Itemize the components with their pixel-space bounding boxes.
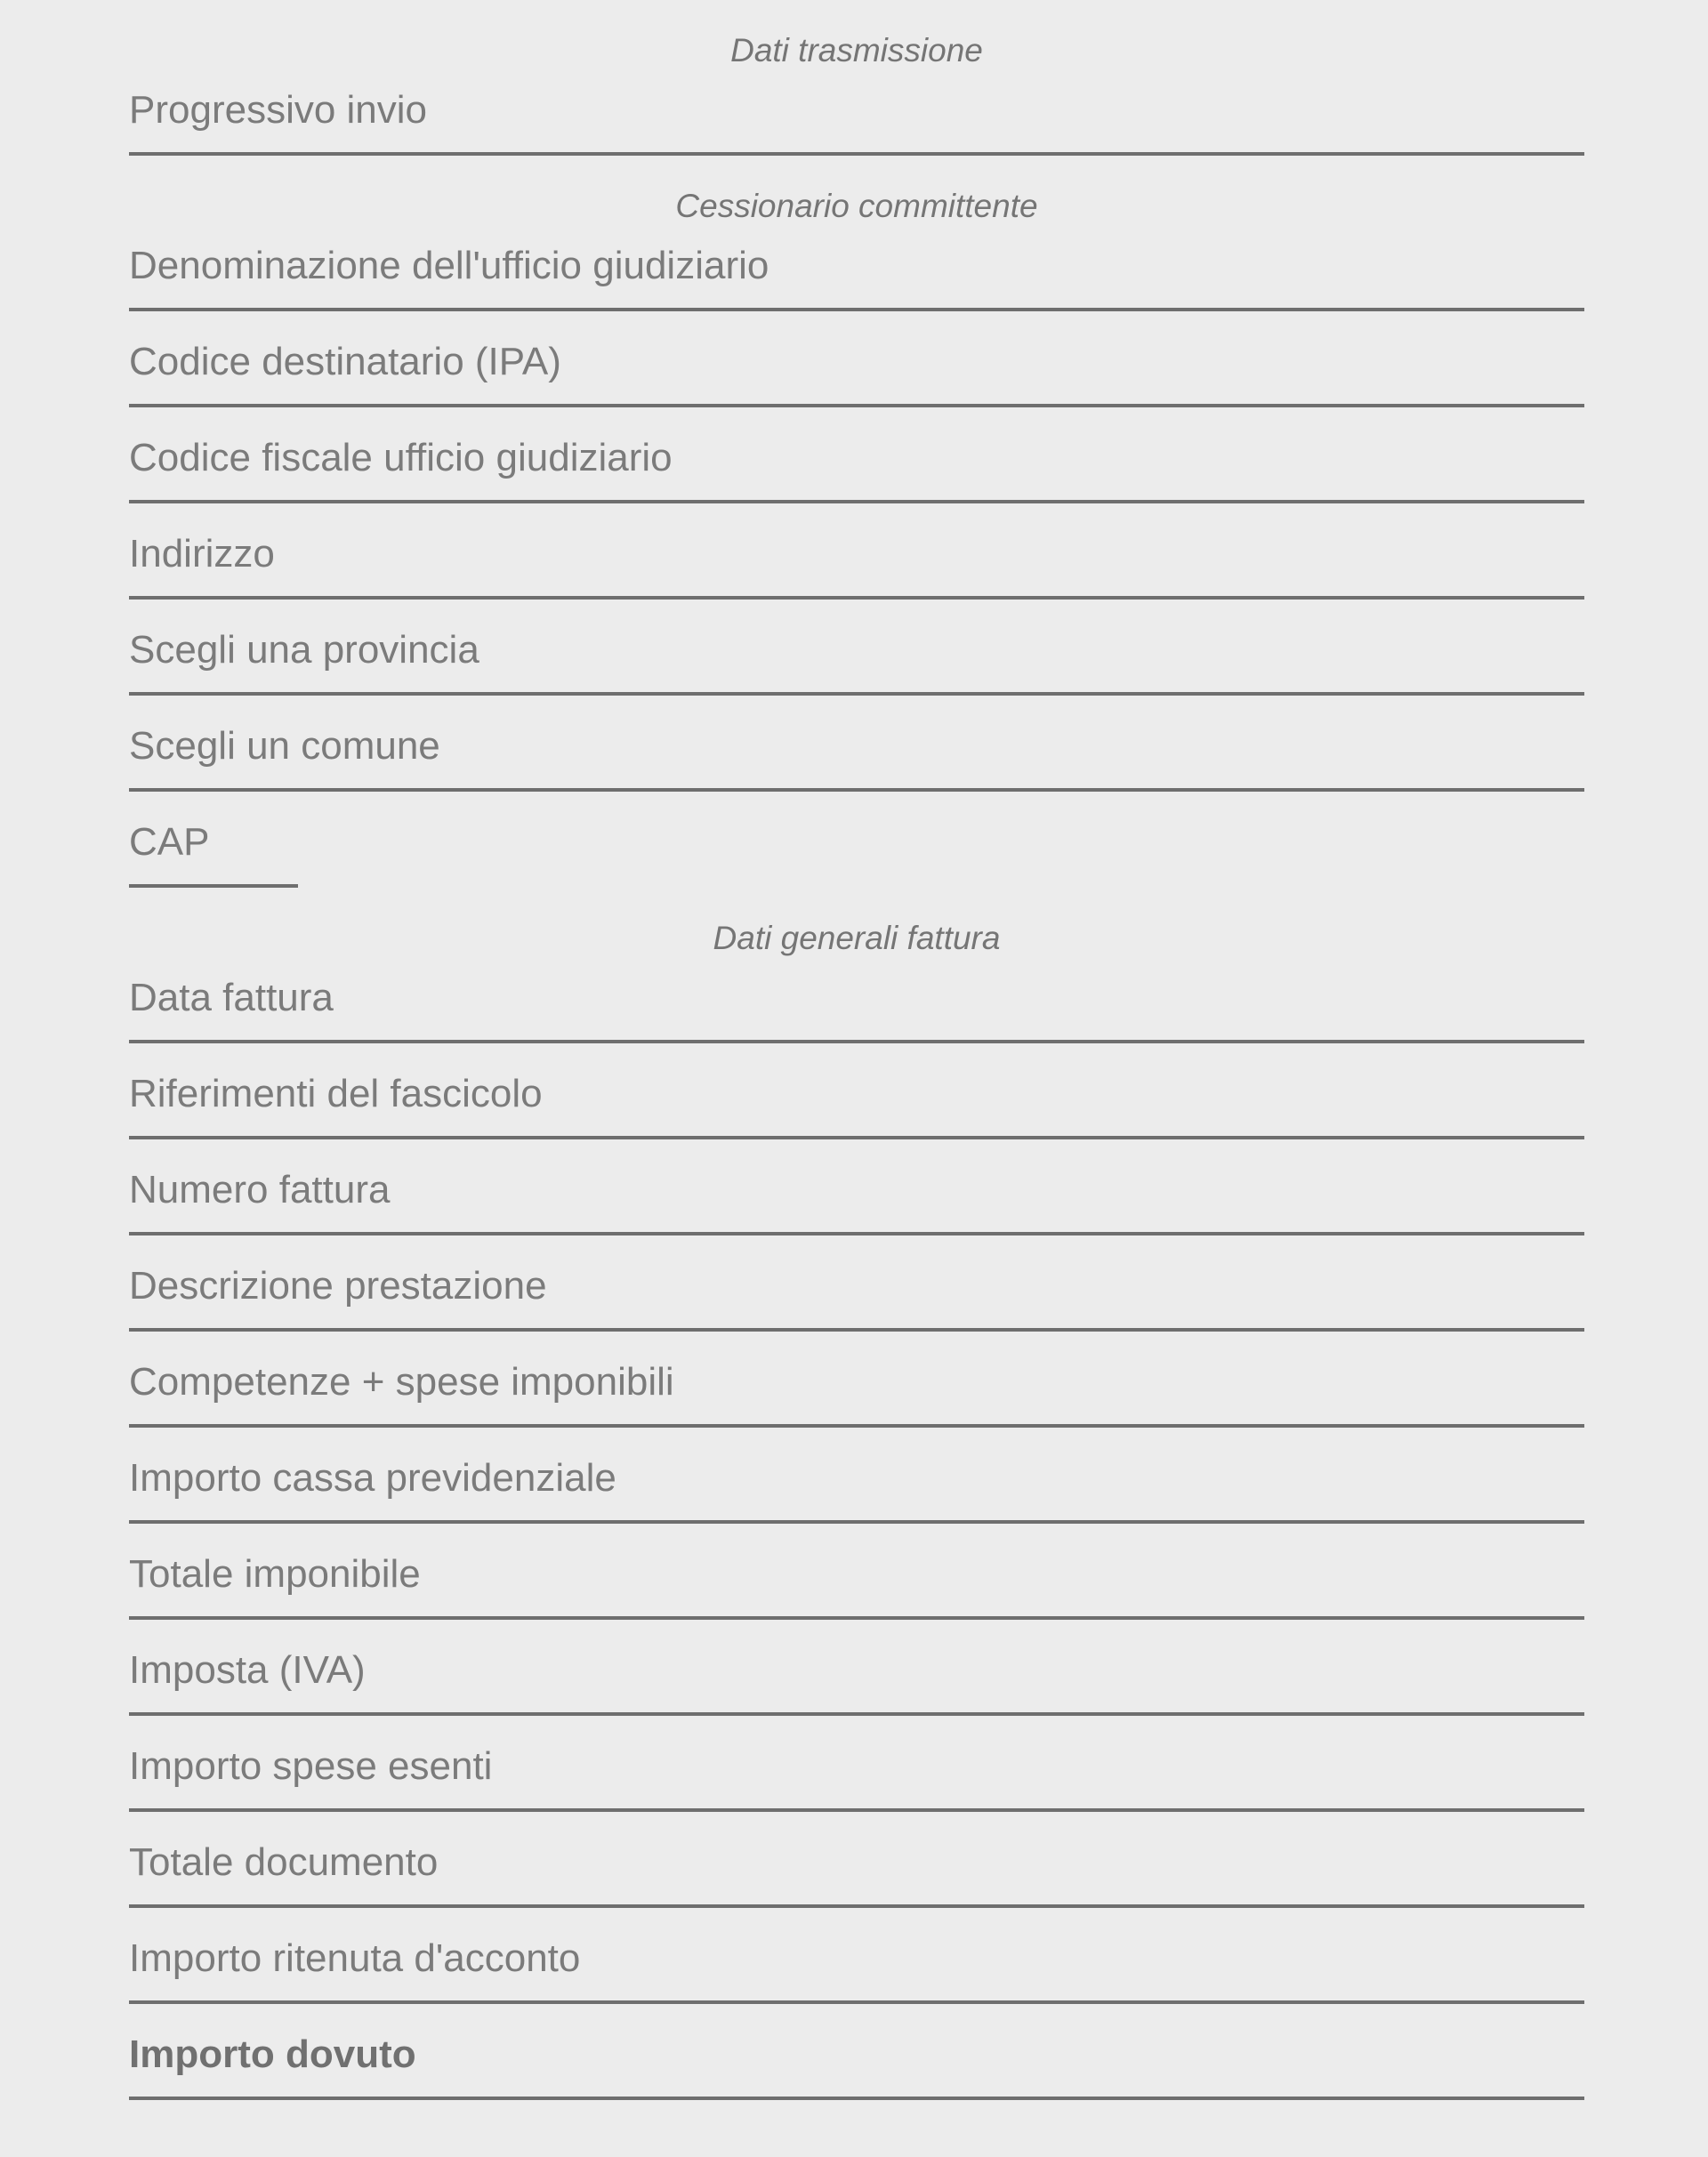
field-label-totale-imponibile: Totale imponibile: [129, 1552, 421, 1596]
field-indirizzo[interactable]: [129, 503, 1584, 600]
field-importo-ritenuta-acconto[interactable]: [129, 1908, 1584, 2004]
field-label-progressivo-invio: Progressivo invio: [129, 88, 428, 132]
field-label-importo-ritenuta-acconto: Importo ritenuta d'acconto: [129, 1936, 581, 1980]
field-progressivo-invio[interactable]: [129, 73, 1584, 156]
field-label-imposta-iva: Imposta (IVA): [129, 1648, 366, 1692]
field-label-importo-dovuto: Importo dovuto: [129, 2032, 416, 2076]
field-descrizione-prestazione[interactable]: [129, 1235, 1584, 1332]
field-label-data-fattura: Data fattura: [129, 976, 334, 1019]
section-title-dati-generali-fattura: Dati generali fattura: [713, 920, 1001, 956]
field-label-riferimenti-fascicolo: Riferimenti del fascicolo: [129, 1072, 543, 1115]
field-label-totale-documento: Totale documento: [129, 1840, 439, 1884]
field-totale-documento[interactable]: [129, 1812, 1584, 1908]
field-imposta-iva[interactable]: [129, 1620, 1584, 1716]
field-label-importo-spese-esenti: Importo spese esenti: [129, 1744, 493, 1788]
field-label-cap: CAP: [129, 820, 210, 864]
field-comune-select[interactable]: [129, 696, 1584, 792]
field-label-importo-cassa-previdenziale: Importo cassa previdenziale: [129, 1456, 616, 1500]
field-label-descrizione-prestazione: Descrizione prestazione: [129, 1264, 547, 1308]
field-codice-destinatario-ipa[interactable]: [129, 311, 1584, 407]
field-label-indirizzo: Indirizzo: [129, 532, 275, 575]
field-denominazione-ufficio-giudiziario[interactable]: [129, 229, 1584, 311]
field-label-numero-fattura: Numero fattura: [129, 1168, 391, 1211]
field-totale-imponibile[interactable]: [129, 1524, 1584, 1620]
field-importo-cassa-previdenziale[interactable]: [129, 1428, 1584, 1524]
field-importo-dovuto[interactable]: [129, 2004, 1584, 2100]
field-label-comune-select: Scegli un comune: [129, 724, 440, 768]
field-label-competenze-spese-imponibili: Competenze + spese imponibili: [129, 1360, 674, 1404]
section-title-dati-trasmissione: Dati trasmissione: [730, 32, 983, 68]
field-label-codice-destinatario-ipa: Codice destinatario (IPA): [129, 340, 561, 383]
field-label-provincia-select: Scegli una provincia: [129, 628, 479, 672]
field-label-denominazione-ufficio-giudiziario: Denominazione dell'ufficio giudiziario: [129, 244, 769, 287]
field-cap[interactable]: [129, 792, 298, 888]
field-codice-fiscale-ufficio-giudiziario[interactable]: [129, 407, 1584, 503]
field-importo-spese-esenti[interactable]: [129, 1716, 1584, 1812]
field-data-fattura[interactable]: [129, 961, 1584, 1043]
field-competenze-spese-imponibili[interactable]: [129, 1332, 1584, 1428]
field-label-codice-fiscale-ufficio-giudiziario: Codice fiscale ufficio giudiziario: [129, 436, 673, 479]
field-provincia-select[interactable]: [129, 600, 1584, 696]
field-riferimenti-fascicolo[interactable]: [129, 1043, 1584, 1139]
section-title-cessionario-committente: Cessionario committente: [675, 188, 1038, 224]
field-numero-fattura[interactable]: [129, 1139, 1584, 1235]
